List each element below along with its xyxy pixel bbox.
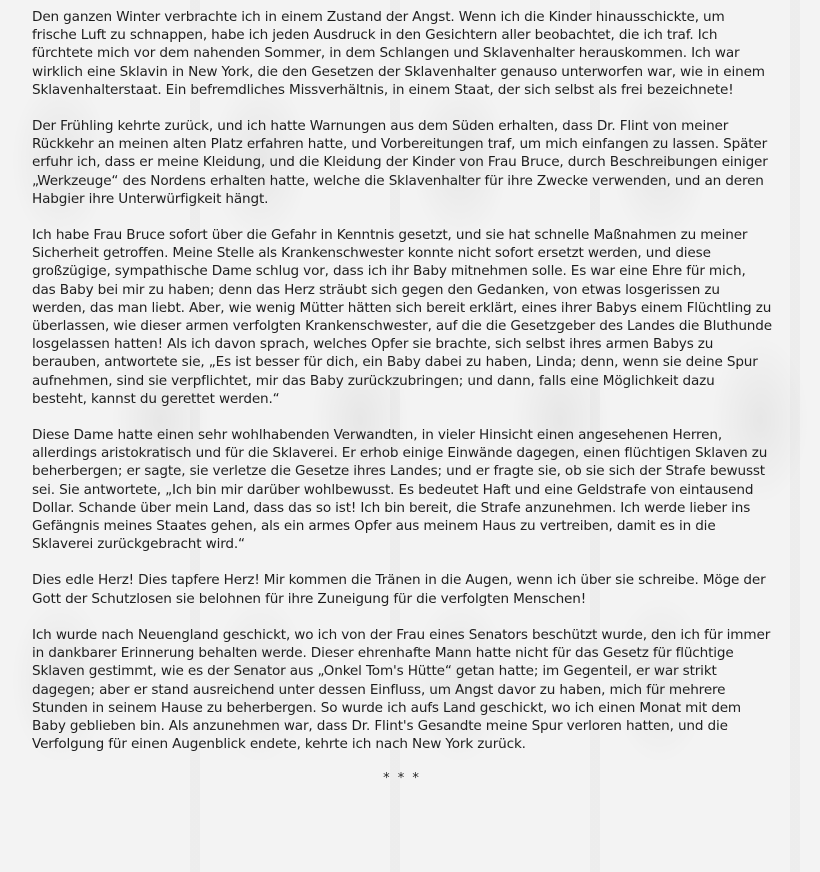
paragraph-3: Ich habe Frau Bruce sofort über die Gefahr in Kenntnis gesetzt, und sie hat schnelle Maßnahmen zu meiner Sicherheit getroffen. Meine Stelle als Krankenschwester konnte nicht sofort ersetzt werden, und diese großzügige, sympathische Dame schlug vor, dass ich ihr Baby mitnehmen solle. Es war eine Ehre für mich, das Baby bei mir zu haben; denn das Herz sträubt sich gegen den Gedanken, von etwas losgerissen zu werden, das man liebt. Aber, wie wenig Mütter hätten sich bereit erklärt, eines ihrer Babys einem Flüchtling zu überlassen, wie dieser armen verfolgten Krankenschwester, auf die die Gesetzgeber des Landes die Bluthunde losgelassen hatten! Als ich davon sprach, welches Opfer sie brachte, sich selbst ihres armen Babys zu berauben, antwortete sie, „Es ist besser für dich, ein Baby dabei zu haben, Linda; denn, wenn sie deine Spur aufnehmen, sind sie verpflichtet, mir das Baby zurückzubringen; und dann, falls eine Möglichkeit dazu besteht, kannst du gerettet werden.“ <box>32 227 772 407</box>
paragraph-5: Dies edle Herz! Dies tapfere Herz! Mir kommen die Tränen in die Augen, wenn ich über sie schreibe. Möge der Gott der Schutzlosen sie belohnen für ihre Zuneigung für die verfolgten Menschen! <box>32 572 766 607</box>
paragraph-1: Den ganzen Winter verbrachte ich in einem Zustand der Angst. Wenn ich die Kinder hinausschickte, um frische Luft zu schnappen, habe ich jeden Ausdruck in den Gesichtern aller beobachtet, die ich traf. Ich fürchtete mich vor dem nahenden Sommer, in dem Schlangen und Sklavenhalter herauskommen. Ich war wirklich eine Sklavin in New York, die den Gesetzen der Sklavenhalter genauso unterworfen war, wie in einem Sklavenhalterstaat. Ein befremdliches Missverhältnis, in einem Staat, der sich selbst als frei bezeichnete! <box>32 9 765 98</box>
paragraph-4: Diese Dame hatte einen sehr wohlhabenden Verwandten, in vieler Hinsicht einen angesehenen Herren, allerdings aristokratisch und für die Sklaverei. Er erhob einige Einwände dagegen, einen flüchtigen Sklaven zu beherbergen; er sagte, sie verletze die Gesetze ihres Landes; und er fragte sie, ob sie sich der Strafe bewusst sei. Sie antwortete, „Ich bin mir darüber wohlbewusst. Es bedeutet Haft und eine Geldstrafe von eintausend Dollar. Schande über mein Land, dass das so ist! Ich bin bereit, die Strafe anzunehmen. Ich werde lieber ins Gefängnis meines Staates gehen, als ein armes Opfer aus meinem Haus zu vertreiben, damit es in die Sklaverei zurückgebracht wird.“ <box>32 427 768 553</box>
paragraph-2: Der Frühling kehrte zurück, und ich hatte Warnungen aus dem Süden erhalten, dass Dr. Flint von meiner Rückkehr an meinen alten Platz erfahren hatte, und Vorbereitungen traf, um mich einfangen zu lassen. Später erfuhr ich, dass er meine Kleidung, und die Kleidung der Kinder von Frau Bruce, durch Beschreibungen einiger „Werkzeuge“ des Nordens erhalten hatte, welche die Sklavenhalter für ihre Zwecke verwenden, und an deren Habgier ihre Unterwürfigkeit hängt. <box>32 118 768 207</box>
section-separator: * * * <box>383 771 421 787</box>
paragraph-6: Ich wurde nach Neuengland geschickt, wo ich von der Frau eines Senators beschützt wurde, den ich für immer in dankbarer Erinnerung behalten werde. Dieser ehrenhafte Mann hatte nicht für das Gesetz für flüchtige Sklaven gestimmt, wie es der Senator aus „Onkel Tom's Hütte“ getan hatte; im Gegenteil, er war strikt dagegen; aber er stand ausreichend unter dessen Einfluss, um Angst davor zu haben, mich für mehrere Stunden in seinem Hause zu beherbergen. So wurde ich aufs Land geschickt, wo ich einen Monat mit dem Baby geblieben bin. Als anzunehmen war, dass Dr. Flint's Gesandte meine Spur verloren hatten, und die Verfolgung für einen Augenblick endete, kehrte ich nach New York zurück. <box>32 626 771 753</box>
